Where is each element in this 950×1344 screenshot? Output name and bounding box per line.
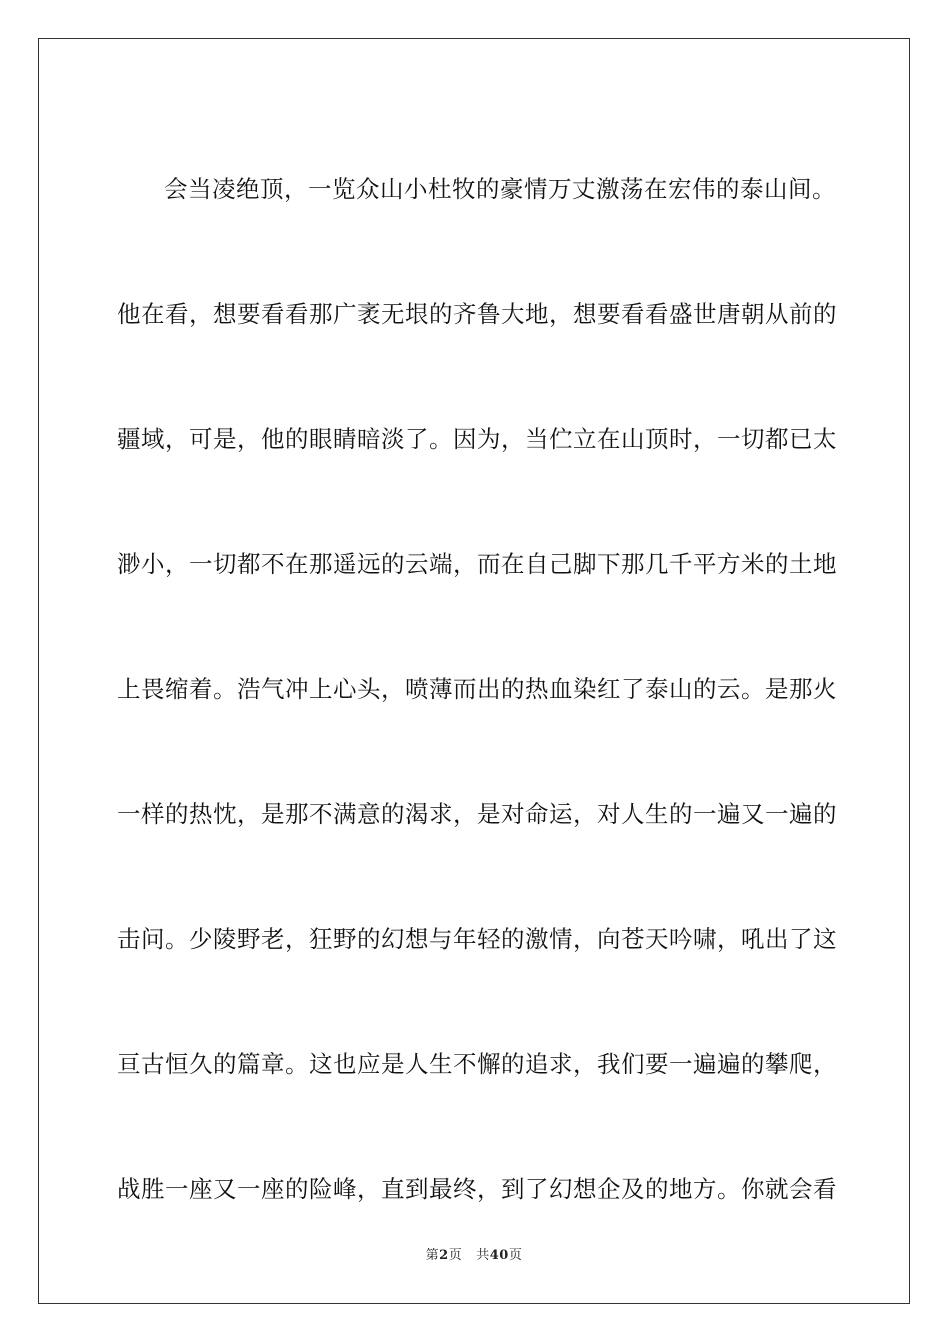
- total-pages: 40: [489, 1248, 509, 1263]
- body-text: [39, 39, 909, 1303]
- total-suffix: 页: [508, 1248, 523, 1263]
- page-prefix: 第: [425, 1248, 440, 1263]
- text-line: 上畏缩着。浩气冲上心头，喷薄而出的热血染红了泰山的云。是那火: [117, 675, 837, 703]
- text-line: 亘古恒久的篇章。这也应是人生不懈的追求，我们要一遍遍的攀爬，: [117, 1050, 837, 1078]
- text-line: 会当凌绝顶，一览众山小杜牧的豪情万丈激荡在宏伟的泰山间。: [164, 175, 836, 203]
- text-line: 渺小，一切都不在那遥远的云端，而在自己脚下那几千平方米的土地: [117, 550, 837, 578]
- page-suffix: 页: [448, 1248, 463, 1263]
- text-line: 他在看，想要看看那广袤无垠的齐鲁大地，想要看看盛世唐朝从前的: [117, 300, 837, 328]
- text-line: 战胜一座又一座的险峰，直到最终，到了幻想企及的地方。你就会看: [117, 1175, 837, 1203]
- text-line: 一样的热忱，是那不满意的渴求，是对命运，对人生的一遍又一遍的: [117, 800, 837, 828]
- page-frame: [38, 38, 910, 1304]
- page-number: 2: [439, 1248, 449, 1263]
- text-line: 击问。少陵野老，狂野的幻想与年轻的激情，向苍天吟啸，吼出了这: [117, 925, 837, 953]
- total-prefix: 共: [476, 1248, 490, 1263]
- text-line: 疆域，可是，他的眼睛暗淡了。因为，当伫立在山顶时，一切都已太: [117, 425, 837, 453]
- page-footer: [39, 1247, 909, 1265]
